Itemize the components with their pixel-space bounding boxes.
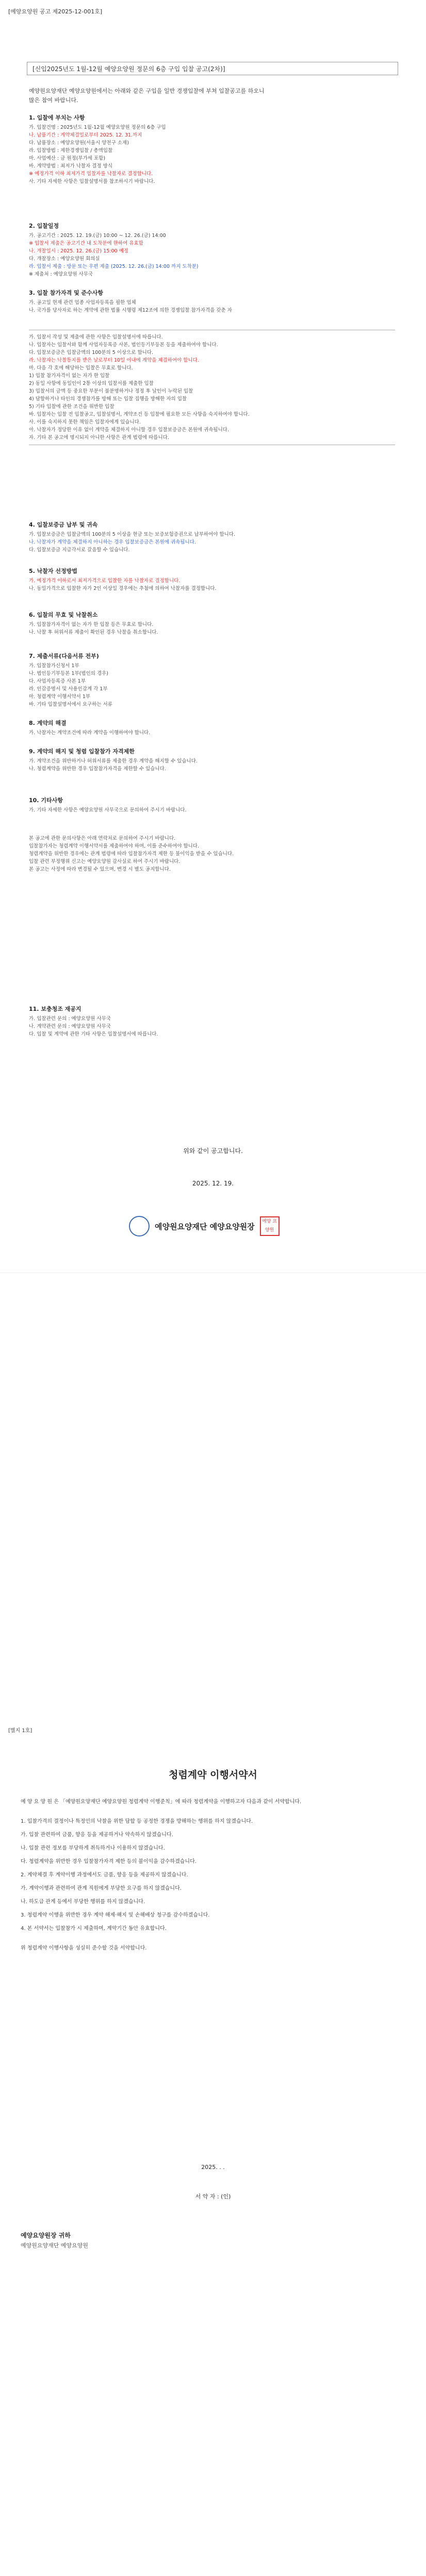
section-line: 입찰참가자는 청렴계약 이행서약서를 제출하여야 하며, 이를 준수하여야 합니다.: [29, 843, 200, 849]
section-line: 아. 낙찰자가 정당한 이유 없이 계약을 체결하지 아니할 경우 입찰보증금은 본원에 귀속됩니다.: [29, 427, 229, 433]
notice-section: [29, 222, 395, 278]
form-paragraph: 1. 입찰가격의 결정이나 특정인의 낙찰을 위한 담합 등 공정한 경쟁을 방해하는 행위를 하지 않겠습니다.: [21, 1819, 253, 1824]
intro-line: 많은 참여 바랍니다.: [29, 97, 78, 104]
section-line: 나. 납품기간 : 계약체결일로부터 2025. 12. 31.까지: [29, 132, 142, 138]
section-line: 가. 예정가격 이하로서 최저가격으로 입찰한 자를 낙찰자로 결정합니다.: [29, 578, 181, 584]
closing-text: 위와 같이 공고합니다.: [183, 1147, 243, 1155]
section-line: 가. 입찰참가자격이 없는 자가 한 입찰 등은 무효로 합니다.: [29, 622, 154, 628]
form-paragraph: 가. 입찰 관련하여 금품, 향응 등을 제공하거나 약속하지 않겠습니다.: [21, 1832, 173, 1838]
notice-intro: [29, 87, 390, 105]
form-paragraph: 4. 본 서약서는 입찰참가 시 제출하며, 계약기간 동안 유효합니다.: [21, 1926, 167, 1931]
notice-section: [29, 330, 395, 445]
section-line: 다. 납품장소 : 예양요양원(서울시 양천구 소재): [29, 140, 129, 146]
org-logo-icon: [129, 1216, 150, 1236]
section-line: 라. 입찰서 제출 : 방문 또는 우편 제출 (2025. 12. 26.(금) 14:00 까지 도착분): [29, 264, 199, 269]
section-line: 바. 기타 입찰설명서에서 요구하는 서류: [29, 702, 112, 707]
form-addressee: 예양요양원장 귀하: [21, 2232, 71, 2239]
section-title: 8. 계약의 해결: [29, 720, 67, 726]
section-line: 본 공고는 사정에 따라 변경될 수 있으며, 변경 시 별도 공지합니다.: [29, 867, 171, 872]
form-paragraph: 3. 청렴계약 이행을 위반한 경우 계약 해제·해지 및 손해배상 청구를 감수하겠습니다.: [21, 1912, 210, 1918]
notice-section: [29, 747, 395, 773]
form-paragraph: 가. 계약이행과 관련하여 관계 직원에게 부당한 요구를 하지 않겠습니다.: [21, 1886, 182, 1891]
section-line: 바. 입찰자는 입찰 전 입찰공고, 입찰설명서, 계약조건 등 입찰에 필요한 모든 사항을 숙지하여야 합니다.: [29, 412, 250, 417]
section-line: 2) 동일 사항에 동일인이 2통 이상의 입찰서를 제출한 입찰: [29, 381, 154, 386]
intro-line: 예양원요양재단 예양요양원에서는 아래와 같은 구입을 일반 경쟁입찰에 부쳐 입찰공고를 하오니: [29, 88, 265, 94]
section-line: 나. 동일가격으로 입찰한 자가 2인 이상일 경우에는 추첨에 의하여 낙찰자를 결정합니다.: [29, 586, 217, 591]
notice-section: [29, 289, 395, 314]
section-line: 다. 개찰장소 : 예양요양원 회의실: [29, 256, 100, 262]
section-line: 가. 입찰보증금은 입찰금액의 100분의 5 이상을 현금 또는 보증보험증권으로 납부하여야 합니다.: [29, 532, 235, 537]
section-line: 가. 입찰관련 문의 : 예양요양원 사무국: [29, 1016, 111, 1022]
section-title: 7. 제출서류(다음서류 전부): [29, 653, 99, 659]
section-line: 나. 개찰일시 : 2025. 12. 26.(금) 15:00 예정: [29, 248, 128, 254]
form-title: 청렴계약 이행서약서: [169, 1769, 257, 1781]
notice-section: [29, 611, 395, 636]
section-line: 가. 입찰서 작성 및 제출에 관한 사항은 입찰설명서에 따릅니다.: [29, 334, 163, 340]
section-line: 가. 공고일 현재 관련 업종 사업자등록을 필한 업체: [29, 300, 136, 306]
section-line: 나. 법인등기부등본 1부(법인의 경우): [29, 671, 109, 676]
section-title: 4. 입찰보증금 납부 및 귀속: [29, 521, 98, 528]
section-line: 다. 입찰 및 계약에 관한 기타 사항은 입찰설명서에 따릅니다.: [29, 1031, 158, 1037]
section-line: 가. 계약조건을 위반하거나 허위서류를 제출한 경우 계약을 해지할 수 있습니다.: [29, 758, 198, 764]
notice-title: [신입2025년도 1월-12월 예양요양원 정문의 6층 구입 입찰 공고(2차)]: [27, 62, 398, 75]
section-line: 다. 입찰보증금 지급각서로 갈음할 수 있습니다.: [29, 547, 130, 553]
notice-section: [29, 796, 395, 814]
form-paragraph: 2. 계약체결 후 계약이행 과정에서도 금품, 향응 등을 제공하지 않겠습니다.: [21, 1872, 188, 1878]
section-title: 9. 계약의 해지 및 청렴 입찰참가 자격제한: [29, 748, 135, 755]
notice-section: [29, 520, 395, 554]
org-signature: [129, 1216, 280, 1236]
section-line: 나. 청렴계약을 위반한 경우 입찰참가자격을 제한할 수 있습니다.: [29, 766, 166, 772]
section-line: 5) 기타 입찰에 관한 조건을 위반한 입찰: [29, 404, 114, 410]
section-line: 마. 사업예산 : 금 원정(부가세 포함): [29, 156, 106, 161]
section-line: 나. 계약관련 문의 : 예양요양원 사무국: [29, 1024, 111, 1029]
section-line: 다. 사업자등록증 사본 1부: [29, 679, 86, 684]
closing-date: 2025. 12. 19.: [192, 1180, 234, 1187]
section-line: 나. 낙찰 후 허위서류 제출이 확인된 경우 낙찰을 취소합니다.: [29, 630, 158, 635]
section-line: 바. 계약방법 : 최저가 낙찰자 결정 방식: [29, 163, 112, 169]
section-line: 마. 청렴계약 이행서약서 1부: [29, 694, 91, 700]
section-line: 청렴계약을 위반한 경우에는 관계 법령에 따라 입찰참가자격 제한 등 불이익을 받을 수 있습니다.: [29, 851, 234, 857]
section-line: 1) 입찰 참가자격이 없는 자가 한 입찰: [29, 373, 110, 379]
section-line: 나. 입찰자는 입찰서와 함께 사업자등록증 사본, 법인등기부등본 등을 제출하여야 합니다.: [29, 342, 218, 348]
section-line: ※ 입찰서 제출은 공고기간 내 도착분에 한하여 유효함: [29, 241, 143, 246]
section-line: 가. 기타 자세한 사항은 예양요양원 사무국으로 문의하여 주시기 바랍니다.: [29, 807, 187, 813]
section-line: 가. 낙찰자는 계약조건에 따라 계약을 이행하여야 합니다.: [29, 730, 151, 736]
form-signer: 서 약 자 : (인): [195, 2193, 231, 2200]
section-line: 다. 입찰보증금은 입찰금액의 100분의 5 이상으로 합니다.: [29, 350, 154, 355]
section-title: 2. 입찰일정: [29, 223, 59, 229]
form-paragraph: 다. 청렴계약을 위반한 경우 입찰참가자격 제한 등의 불이익을 감수하겠습니다.: [21, 1859, 196, 1865]
form-page-label: [별지 1호]: [8, 1728, 32, 1734]
form-paragraph: 나. 입찰 관련 정보를 부당하게 취득하거나 이용하지 않겠습니다.: [21, 1845, 165, 1851]
section-line: 4) 담합하거나 타인의 경쟁참가를 방해 또는 입찰 집행을 방해한 자의 입찰: [29, 396, 187, 402]
section-line: 사. 기타 자세한 사항은 입찰설명서를 참조하시기 바랍니다.: [29, 179, 155, 184]
section-line: 나. 국가를 당사자로 하는 계약에 관한 법률 시행령 제12조에 의한 경쟁입찰 참가자격을 갖춘 자: [29, 308, 232, 313]
section-line: 본 공고에 관한 문의사항은 아래 연락처로 문의하여 주시기 바랍니다.: [29, 836, 176, 841]
notice-section: [29, 1005, 395, 1038]
notice-section: [29, 835, 395, 873]
section-line: 사. 이를 숙지하지 못한 책임은 입찰자에게 있습니다.: [29, 419, 141, 425]
section-line: 라. 인감증명서 및 사용인감계 각 1부: [29, 686, 108, 692]
form-paragraph: 위 청렴계약 이행사항을 성실히 준수할 것을 서약합니다.: [21, 1945, 147, 1951]
section-line: 라. 입찰방법 : 제한경쟁입찰 / 총액입찰: [29, 148, 113, 154]
form-paragraph: 예 양 요 양 원 은 「예양원요양재단 예양요양원 청렴계약 이행준칙」에 따라 청렴계약을 이행하고자 다음과 같이 서약합니다.: [21, 1799, 302, 1805]
form-body: [21, 1798, 402, 1958]
section-title: 11. 보충청조 재공지: [29, 1006, 81, 1012]
section-title: 6. 입찰의 무효 및 낙찰취소: [29, 612, 98, 618]
notice-section: [29, 567, 395, 592]
section-line: 3) 입찰서의 금액 등 중요한 부분이 불분명하거나 정정 후 날인이 누락된 입찰: [29, 388, 193, 394]
section-line: 자. 기타 본 공고에 명시되지 아니한 사항은 관계 법령에 따릅니다.: [29, 435, 169, 440]
section-title: 10. 기타사항: [29, 797, 63, 804]
form-date: 2025. . .: [201, 2164, 225, 2171]
section-line: 가. 입찰건명 : 2025년도 1월-12월 예양요양원 정문의 6층 구입: [29, 125, 166, 130]
notice-section: [29, 113, 395, 185]
section-line: 가. 공고기간 : 2025. 12. 19.(금) 10:00 ~ 12. 26.(금) 14:00: [29, 233, 166, 239]
section-line: 나. 낙찰자가 계약을 체결하지 아니하는 경우 입찰보증금은 본원에 귀속됩니다.: [29, 539, 196, 545]
notice-section: [29, 719, 395, 737]
form-paragraph: 나. 하도급 관계 등에서 부당한 행위를 하지 않겠습니다.: [21, 1899, 145, 1905]
section-line: 마. 다음 각 호에 해당하는 입찰은 무효로 합니다.: [29, 365, 133, 371]
notice-section: [29, 652, 395, 708]
section-line: ※ 제출처 : 예양요양원 사무국: [29, 272, 93, 277]
org-name: 예양원요양재단 예양요양원장: [155, 1222, 255, 1231]
doc-number: [예양요양원 공고 제2025-12-001호]: [8, 8, 103, 15]
section-title: 3. 입찰 참가자격 및 준수사항: [29, 290, 104, 296]
section-line: 입찰 관련 부정행위 신고는 예양요양원 감사실로 하여 주시기 바랍니다.: [29, 859, 181, 865]
section-title: 5. 낙찰자 선정방법: [29, 568, 77, 574]
form-footer-org: 예양원요양재단 예양요양원: [21, 2242, 89, 2249]
section-line: 가. 입찰참가신청서 1부: [29, 663, 79, 669]
official-stamp: 예양 요양원: [260, 1216, 280, 1236]
section-line: ※ 예정가격 이하 최저가격 입찰자를 낙찰자로 결정합니다.: [29, 171, 153, 177]
section-line: 라. 낙찰자는 낙찰통지를 받은 날로부터 10일 이내에 계약을 체결하여야 합니다.: [29, 358, 199, 363]
section-title: 1. 입찰에 부치는 사항: [29, 114, 85, 121]
